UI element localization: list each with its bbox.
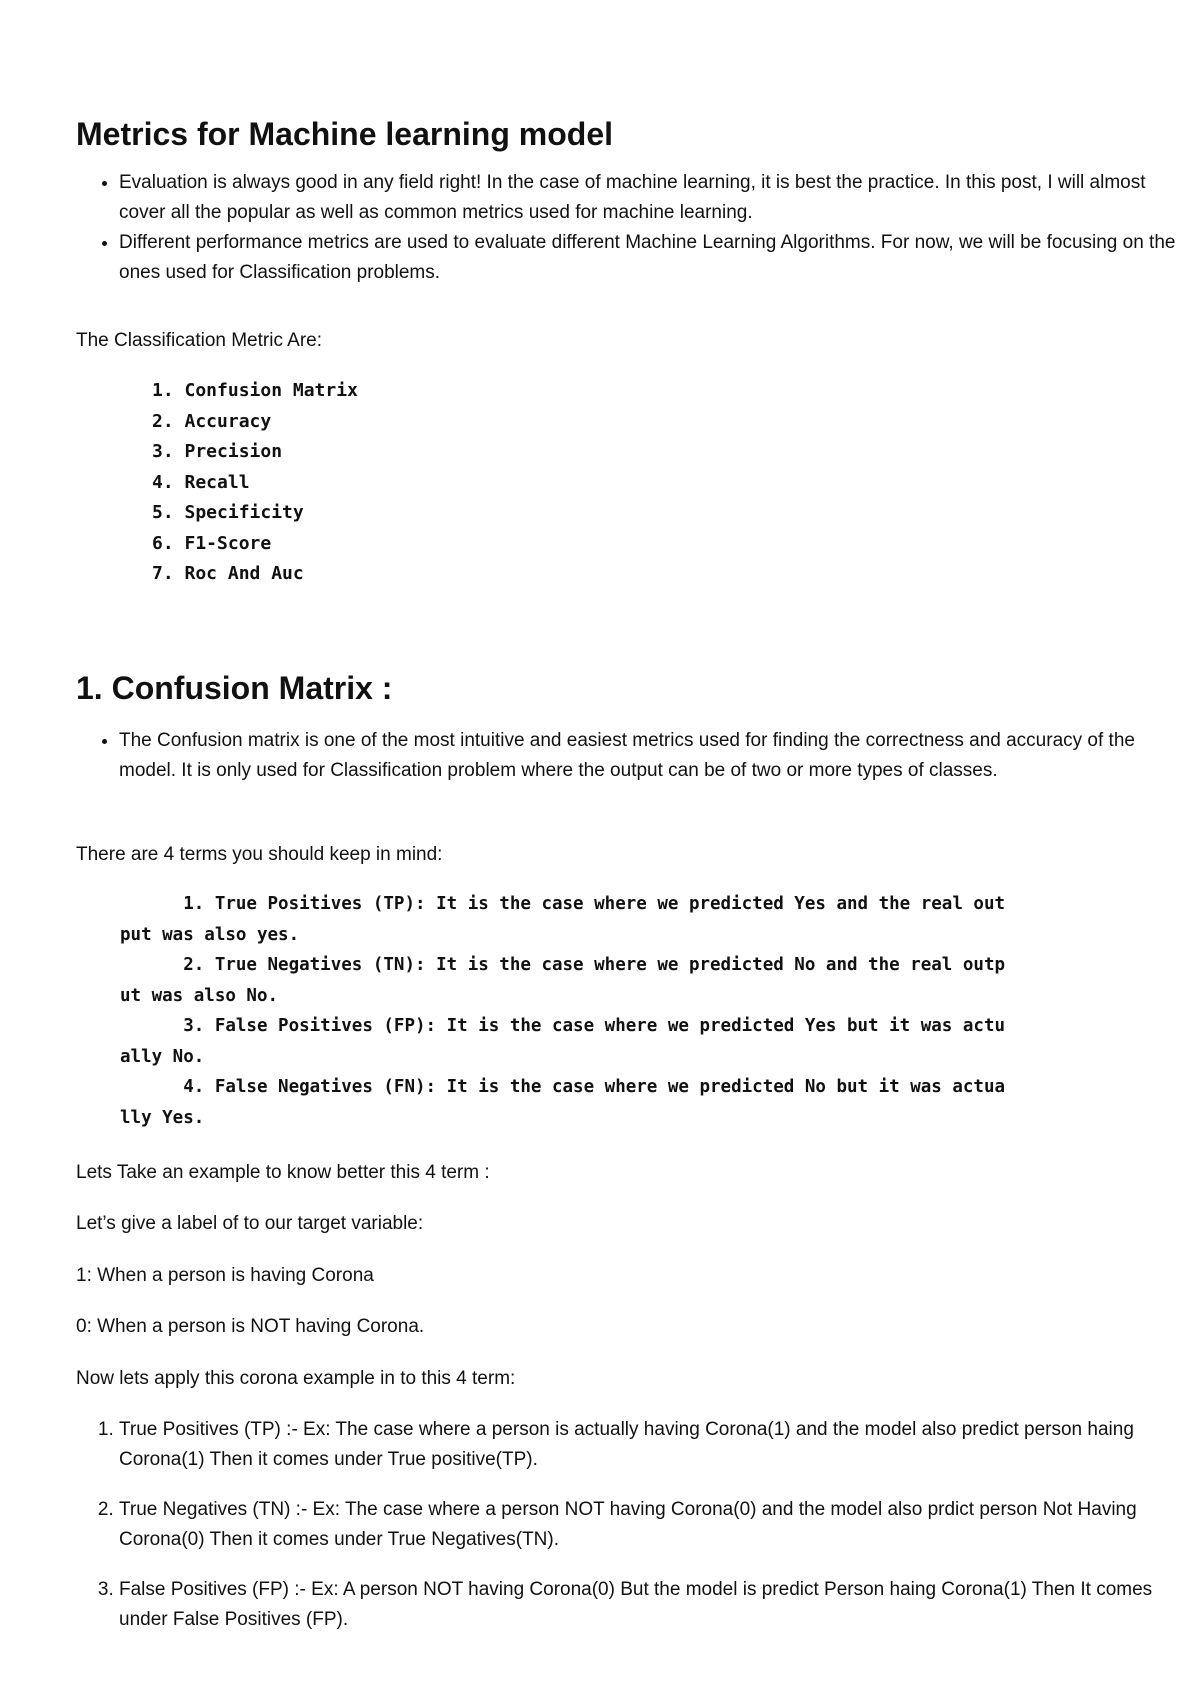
section-heading: 1. Confusion Matrix : (76, 670, 393, 706)
metric-item: 5. Specificity (152, 502, 304, 523)
metric-item: 4. Recall (152, 471, 250, 493)
section-bullet-list (76, 726, 1179, 786)
intro-bullet: • Different performance metrics are used to evaluate different Machine Learning Algorithms. For now, we will be focusing on the ones used for Classification problems. (119, 228, 1179, 288)
example-item: 2. True Negatives (TN) :- Ex: The case where a person NOT having Corona(0) and the model also prdict person Not Having Corona(0) Then it comes under True Negatives(TN). (119, 1495, 1179, 1555)
section-bullet: • The Confusion matrix is one of the most intuitive and easiest metrics used for finding the correctness and accuracy of the model. It is only used for Classification problem where the output can be of two or more types of classes. (119, 726, 1179, 786)
intro-bullet: • Evaluation is always good in any field right! In the case of machine learning, it is best the practice. In this post, I will almost cover all the popular as well as common metrics used for machine learning. (119, 168, 1179, 228)
apply-intro: Now lets apply this corona example in to this 4 term: (76, 1368, 516, 1389)
classification-intro: The Classification Metric Are: (76, 330, 323, 351)
metric-item: 1. Confusion Matrix (152, 380, 358, 401)
metric-item: 2. Accuracy (152, 410, 272, 432)
metric-list (152, 376, 358, 590)
terms-code-block: 1. True Positives (TP): It is the case where we predicted Yes and the real out put was also yes. 2. True Negatives (TN): It is the case where we predicted No and the real outp ut was also No. 3. False Positives (FP): It is the case where we predicted Yes but it was actu ally No. 4. False Negatives (FN): It is the case where we predicted No but it was actua lly Yes. (120, 894, 1006, 1128)
label-zero: 0: When a person is NOT having Corona. (76, 1316, 425, 1337)
terms-intro: There are 4 terms you should keep in mind: (76, 844, 443, 865)
metric-item: 7. Roc And Auc (152, 563, 304, 584)
page-title: Metrics for Machine learning model (76, 116, 613, 152)
example-item: 1. True Positives (TP) :- Ex: The case where a person is actually having Corona(1) and the model also predict person haing Corona(1) Then it comes under True positive(TP). (119, 1415, 1179, 1475)
example-item: 3. False Positives (FP) :- Ex: A person NOT having Corona(0) But the model is predict Person haing Corona(1) Then It comes under False Positives (FP). (119, 1575, 1179, 1635)
intro-bullet-list (76, 168, 1179, 288)
metric-item: 6. F1-Score (152, 532, 272, 554)
label-intro: Let’s give a label of to our target variable: (76, 1213, 424, 1234)
example-intro: Lets Take an example to know better this 4 term : (76, 1162, 490, 1183)
example-list (76, 1415, 1179, 1655)
label-one: 1: When a person is having Corona (76, 1265, 374, 1286)
metric-item: 3. Precision (152, 441, 283, 462)
